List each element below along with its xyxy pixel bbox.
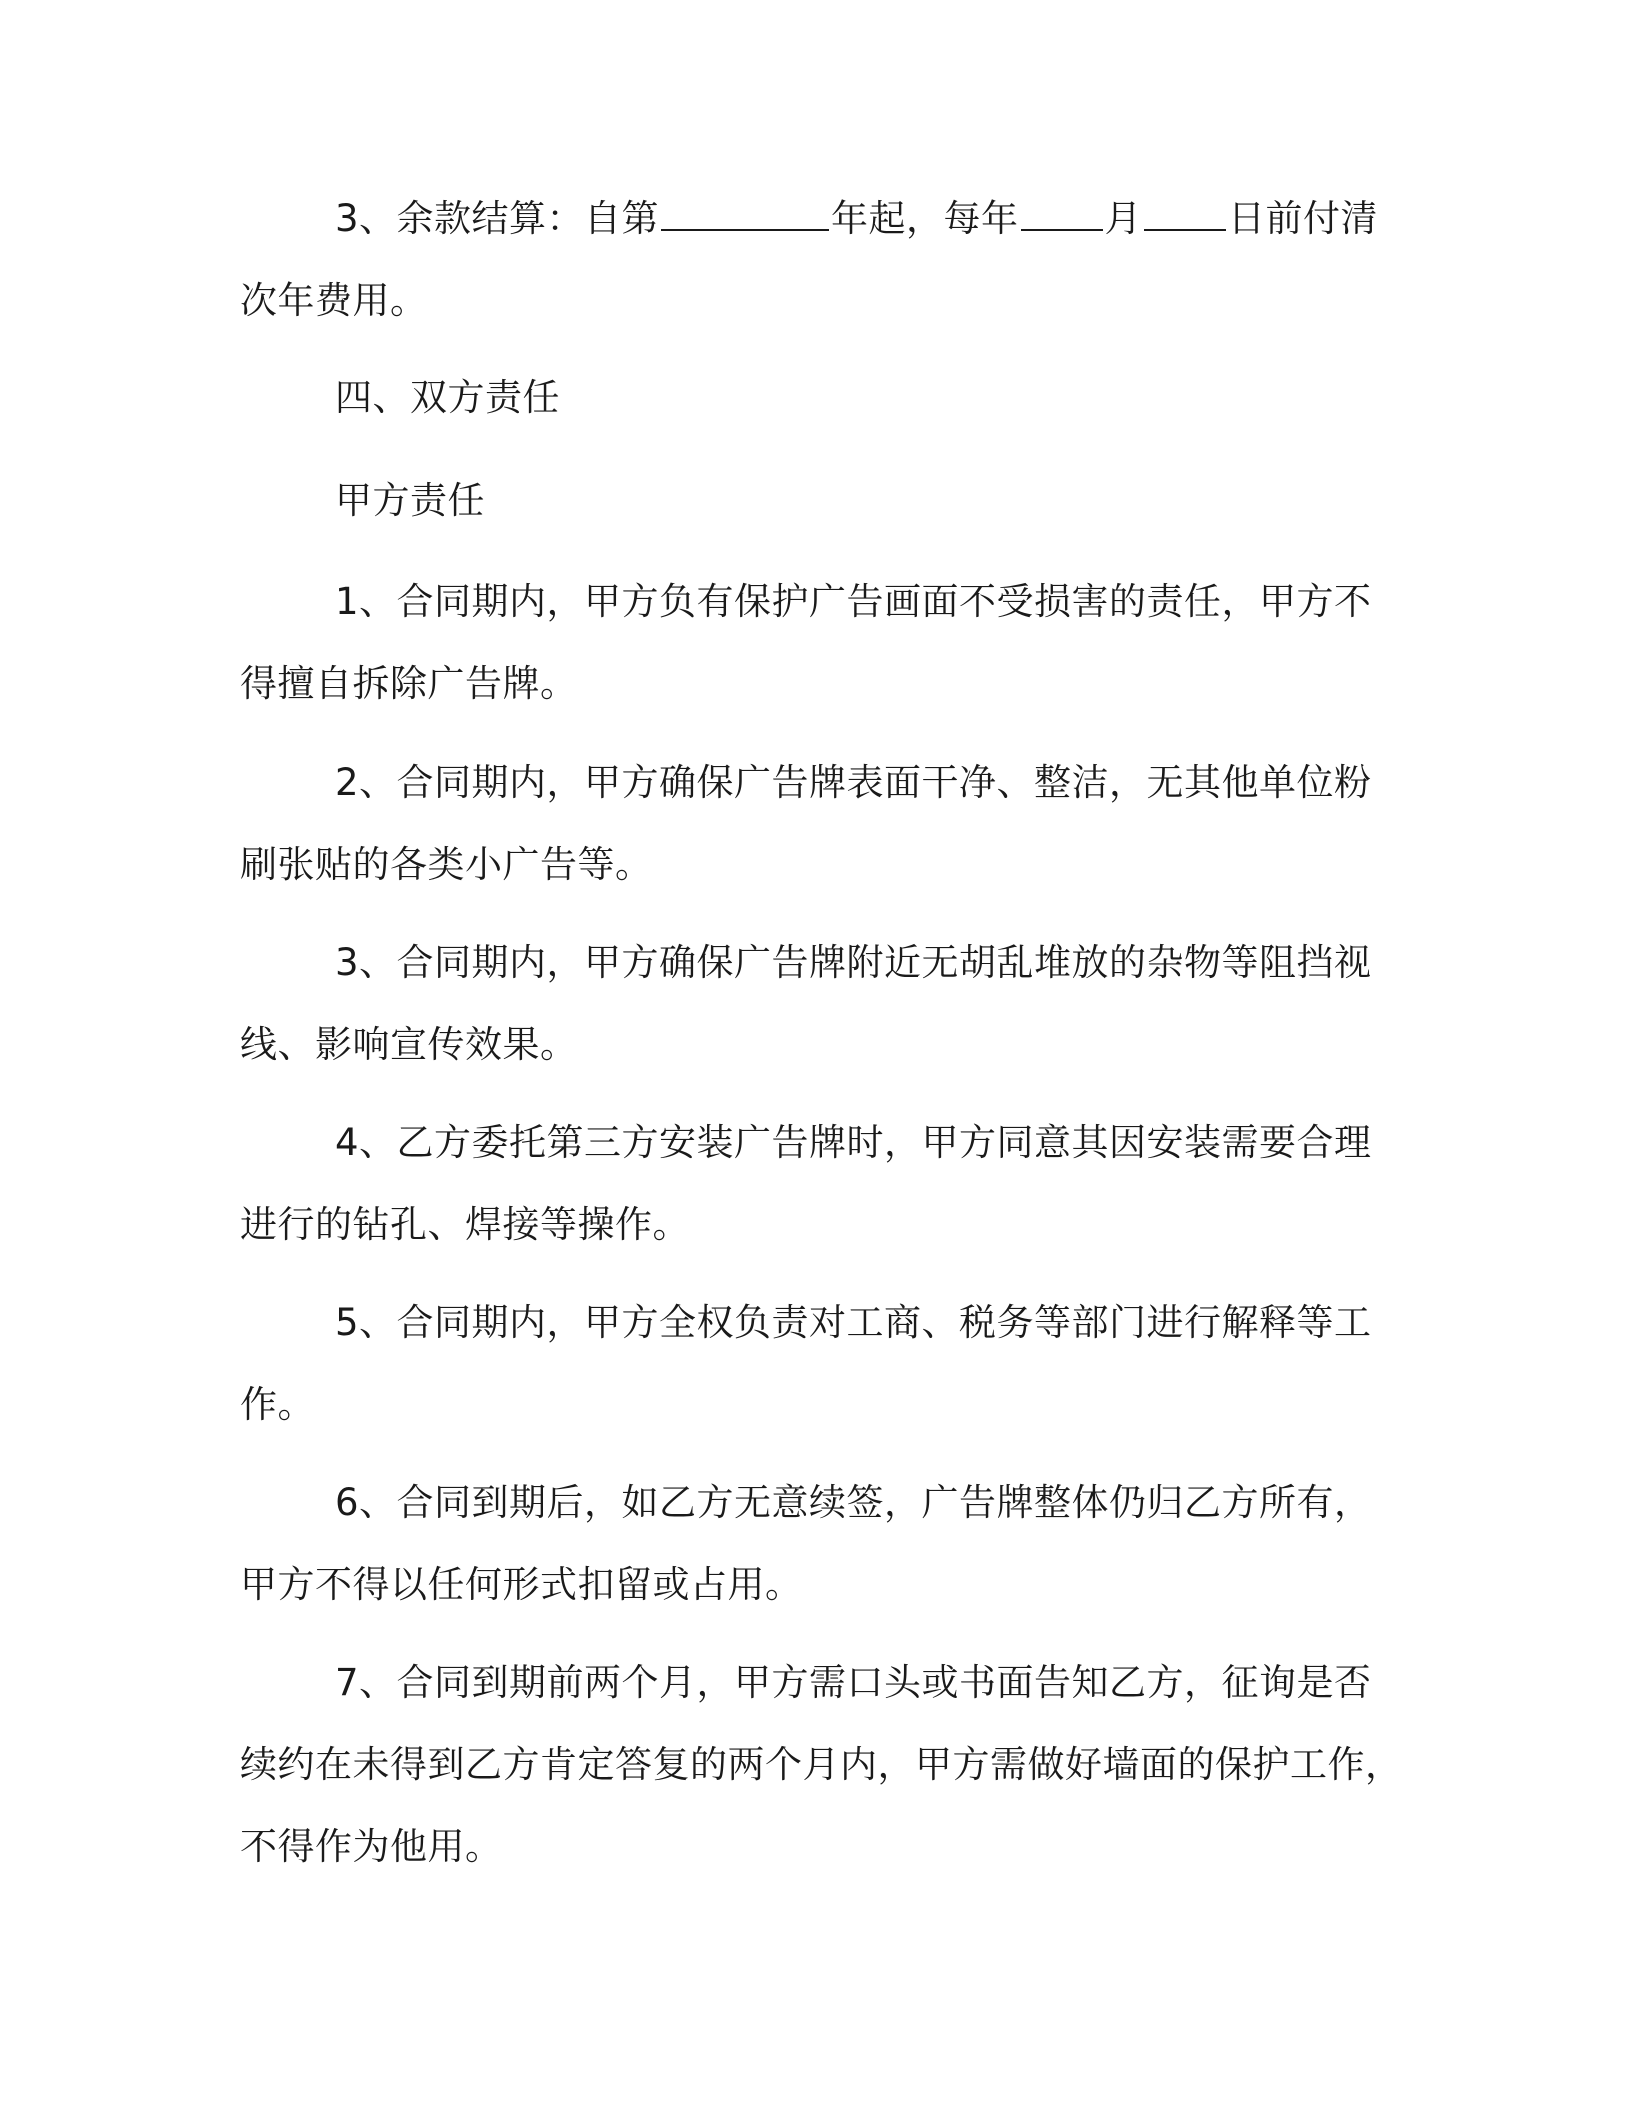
paragraph-line: 次年费用。 — [240, 279, 428, 322]
paragraph-balance-settlement — [240, 178, 1379, 342]
fill-in-blank-day — [1144, 199, 1226, 231]
list-item: 2、合同期内，甲方确保广告牌表面干净、整洁，无其他单位粉 刷张贴的各类小广告等。 — [240, 761, 1372, 886]
list-item: 5、合同期内，甲方全权负责对工商、税务等部门进行解释等工 作。 — [240, 1301, 1372, 1426]
party-heading: 甲方责任 — [335, 479, 485, 522]
list-item: 4、乙方委托第三方安装广告牌时，甲方同意其因安装需要合理 进行的钻孔、焊接等操作。 — [240, 1121, 1372, 1246]
list-item: 7、合同到期前两个月，甲方需口头或书面告知乙方，征询是否 续约在未得到乙方肯定答复的两个月内，甲方需做好墙面的保护工作， 不得作为他用。 — [240, 1661, 1403, 1868]
section-heading: 四、双方责任 — [335, 376, 560, 419]
list-item: 3、合同期内，甲方确保广告牌附近无胡乱堆放的杂物等阻挡视 线、影响宣传效果。 — [240, 941, 1372, 1066]
list-item: 6、合同到期后，如乙方无意续签，广告牌整体仍归乙方所有， 甲方不得以任何形式扣留或占用。 — [240, 1481, 1372, 1606]
fill-in-blank-year — [661, 199, 829, 231]
text-segment: 日前付清 — [1228, 197, 1379, 240]
text-segment: 月 — [1104, 197, 1143, 240]
list-item: 1、合同期内，甲方负有保护广告画面不受损害的责任，甲方不 得擅自拆除广告牌。 — [240, 580, 1372, 705]
fill-in-blank-month — [1021, 199, 1103, 231]
paragraph-line — [240, 178, 1379, 260]
text-segment: 3、余款结算：自第 — [335, 197, 660, 240]
text-segment: 年起，每年 — [831, 197, 1019, 240]
